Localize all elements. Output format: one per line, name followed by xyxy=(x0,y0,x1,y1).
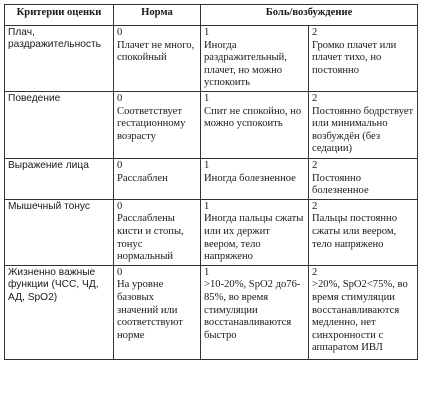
score-value: 1 xyxy=(204,266,210,278)
score-description: Расслаблены кисти и стопы, тонус нормальный xyxy=(117,213,184,263)
score-cell xyxy=(114,158,201,199)
criterion-cell: Жизненно важные функции (ЧСС, ЧД, АД, SpO2) xyxy=(5,265,114,359)
score-cell xyxy=(201,158,309,199)
score-value: 2 xyxy=(312,92,318,104)
score-cell xyxy=(201,265,309,359)
score-cell xyxy=(309,199,418,265)
score-description: >10-20%, SpO2 до76-85%, во время стимуляции восстанавливаются быстро xyxy=(204,279,301,341)
score-description: Соответствует гестационному возрасту xyxy=(117,105,186,142)
score-value: 1 xyxy=(204,200,210,212)
score-cell xyxy=(309,158,418,199)
score-value: 0 xyxy=(117,27,123,38)
score-description: >20%, SpO2<75%, во время стимуляции восстанавливаются медленно, нет синхронности с аппаратом ИВЛ xyxy=(312,279,408,354)
score-value: 2 xyxy=(312,266,318,278)
score-cell xyxy=(201,26,309,92)
score-cell xyxy=(309,265,418,359)
score-cell xyxy=(309,26,418,92)
table-header-row xyxy=(5,5,418,26)
score-description: Постоянно бодрствует или минимально возбуждён (без седации) xyxy=(312,105,414,155)
score-description: Иногда пальцы сжаты или их держит веером, тело напряжено xyxy=(204,213,304,263)
score-cell xyxy=(201,91,309,158)
pain-assessment-table xyxy=(4,4,418,360)
score-description: Плачет не много, спокойный xyxy=(117,39,195,64)
score-description: Пальцы постоянно сжаты или веером, тело напряжено xyxy=(312,213,398,250)
table-row xyxy=(5,199,418,265)
score-cell xyxy=(114,91,201,158)
table-row xyxy=(5,158,418,199)
criterion-cell: Выражение лица xyxy=(5,158,114,199)
score-value: 0 xyxy=(117,92,123,104)
table-row xyxy=(5,91,418,158)
criterion-cell: Плач, раздражительность xyxy=(5,26,114,92)
score-description: Иногда болезненное xyxy=(204,172,296,184)
score-value: 2 xyxy=(312,200,318,212)
header-criteria: Критерии оценки xyxy=(5,5,114,26)
score-cell xyxy=(114,265,201,359)
score-description: Постоянно болезненное xyxy=(312,172,369,197)
score-description: На уровне базовых значений или соответствуют норме xyxy=(117,279,183,341)
score-description: Спит не спокойно, но можно успокоить xyxy=(204,105,302,130)
criterion-cell: Поведение xyxy=(5,91,114,158)
score-cell xyxy=(114,199,201,265)
score-value: 2 xyxy=(312,159,318,171)
header-pain: Боль/возбуждение xyxy=(201,5,418,26)
table-row xyxy=(5,265,418,359)
score-value: 0 xyxy=(117,200,123,212)
score-value: 2 xyxy=(312,27,318,38)
score-value: 0 xyxy=(117,266,123,278)
score-description: Громко плачет или плачет тихо, но постоянно xyxy=(312,39,397,76)
score-value: 1 xyxy=(204,27,210,38)
header-norm: Норма xyxy=(114,5,201,26)
score-description: Расслаблен xyxy=(117,172,168,184)
table-row xyxy=(5,26,418,92)
score-value: 0 xyxy=(117,159,123,171)
score-value: 1 xyxy=(204,92,210,104)
assessment-sheet xyxy=(4,4,417,360)
score-cell xyxy=(114,26,201,92)
score-cell xyxy=(201,199,309,265)
criterion-cell: Мышечный тонус xyxy=(5,199,114,265)
score-value: 1 xyxy=(204,159,210,171)
score-description: Иногда раздражительный, плачет, но можно успокоить xyxy=(204,39,287,89)
score-cell xyxy=(309,91,418,158)
